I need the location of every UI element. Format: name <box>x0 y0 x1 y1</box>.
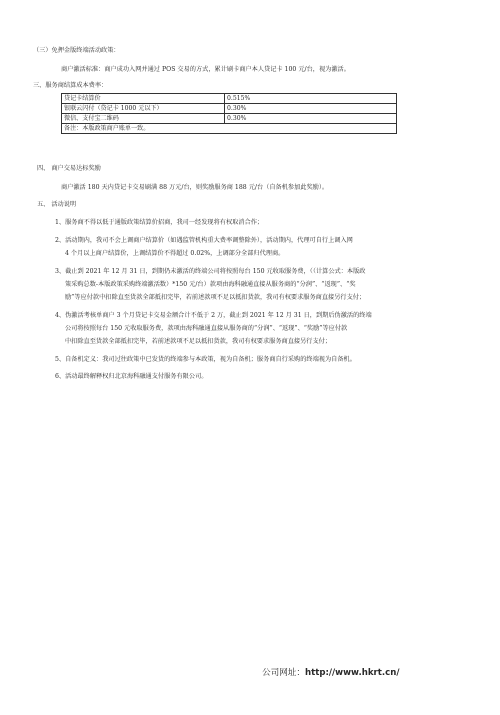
rate-value: 0.30% <box>225 114 397 124</box>
list-item: 1、服务商不得以低于通版政策结算价招商，我司一经发现将有权取消合作； <box>55 219 264 226</box>
table-row <box>62 124 397 134</box>
list-item: 4 个月以上商户结算价，上调结算价不得超过 0.02%，上调部分全部归代理商。 <box>65 250 285 257</box>
list-item: 3、截止到 2021 年 12 月 31 日，到期仍未激活的终端公司将按照每台 150 元收取服务费，（（计算公式：本版政 <box>55 268 366 275</box>
rate-value: 0.515% <box>225 94 397 104</box>
list-item: 励”等应付款中扣除直至货款全部抵扣完毕，若前述款项不足以抵扣货款，我司有权要求服务商直接另行支付； <box>65 294 366 301</box>
list-item: 中扣除直至货款全部抵扣完毕，若前述款项不足以抵扣货款，我司有权要求服务商直接另行支付； <box>65 338 332 345</box>
cost-rate-table <box>61 93 397 134</box>
rate-label: 银联云闪付（贷记卡 1000 元以下） <box>62 104 225 114</box>
rate-label: 微信、支付宝二维码 <box>62 114 225 124</box>
list-item: 2、活动期内，我司不会上调商户结算价（如遇监管机构重大费率调整除外），活动期内，代理可自行上调入网 <box>55 237 353 244</box>
section3-heading: （三）免押金版终端活动政策： <box>33 47 120 54</box>
section4-body: 商户激活 180 天内贷记卡交易刷满 88 万元/台，则奖励服务商 188 元/台（自备机参加此奖励）。 <box>61 184 329 191</box>
table-row <box>62 114 397 124</box>
section5-heading: 五、 活动说明 <box>37 201 77 208</box>
company-url-link[interactable]: http://www.hkrt.cn/ <box>304 668 400 678</box>
table-row <box>62 94 397 104</box>
list-item: 6、活动最终解释权归北京海科融通支付服务有限公司。 <box>55 373 208 380</box>
table-note: 备注：本版政策商户账单一致。 <box>62 124 397 134</box>
list-item: 5、自备机定义：我司过往政策中已发货的终端参与本政策，视为自备机；服务商自行采购的终端视为自备机。 <box>55 356 356 363</box>
rate-label: 贷记卡结算价 <box>62 94 225 104</box>
footer-label: 公司网址： <box>262 668 305 678</box>
section3-body: 商户激活标准：商户成功入网并通过 POS 交易的方式，累计刷卡商户本人贷记卡 100 元/台，视为激活。 <box>61 66 350 73</box>
list-item: 公司将按照每台 150 元收取服务费，款项由海科融通直接从服务商的“分润”、“返现”、“奖励”等应付款 <box>65 325 348 332</box>
section4-heading: 四、 商户交易达标奖励 <box>37 165 101 172</box>
rate-value: 0.30% <box>225 104 397 114</box>
footer-website <box>262 667 400 679</box>
list-item: 策采购总数-本版政策采购终端激活数）*150 元/台）款项由海科融通直接从服务商的“分润”、“返现”、“奖 <box>65 281 356 288</box>
list-item: 4、伪激活考核单商户 3 个月贷记卡交易金额合计不低于 2 万，截止到 2021 年 12 月 31 日，到期后伪激活的终端 <box>55 312 372 319</box>
table-row <box>62 104 397 114</box>
section-cost-heading: 三、服务商结算成本费率： <box>33 82 108 89</box>
